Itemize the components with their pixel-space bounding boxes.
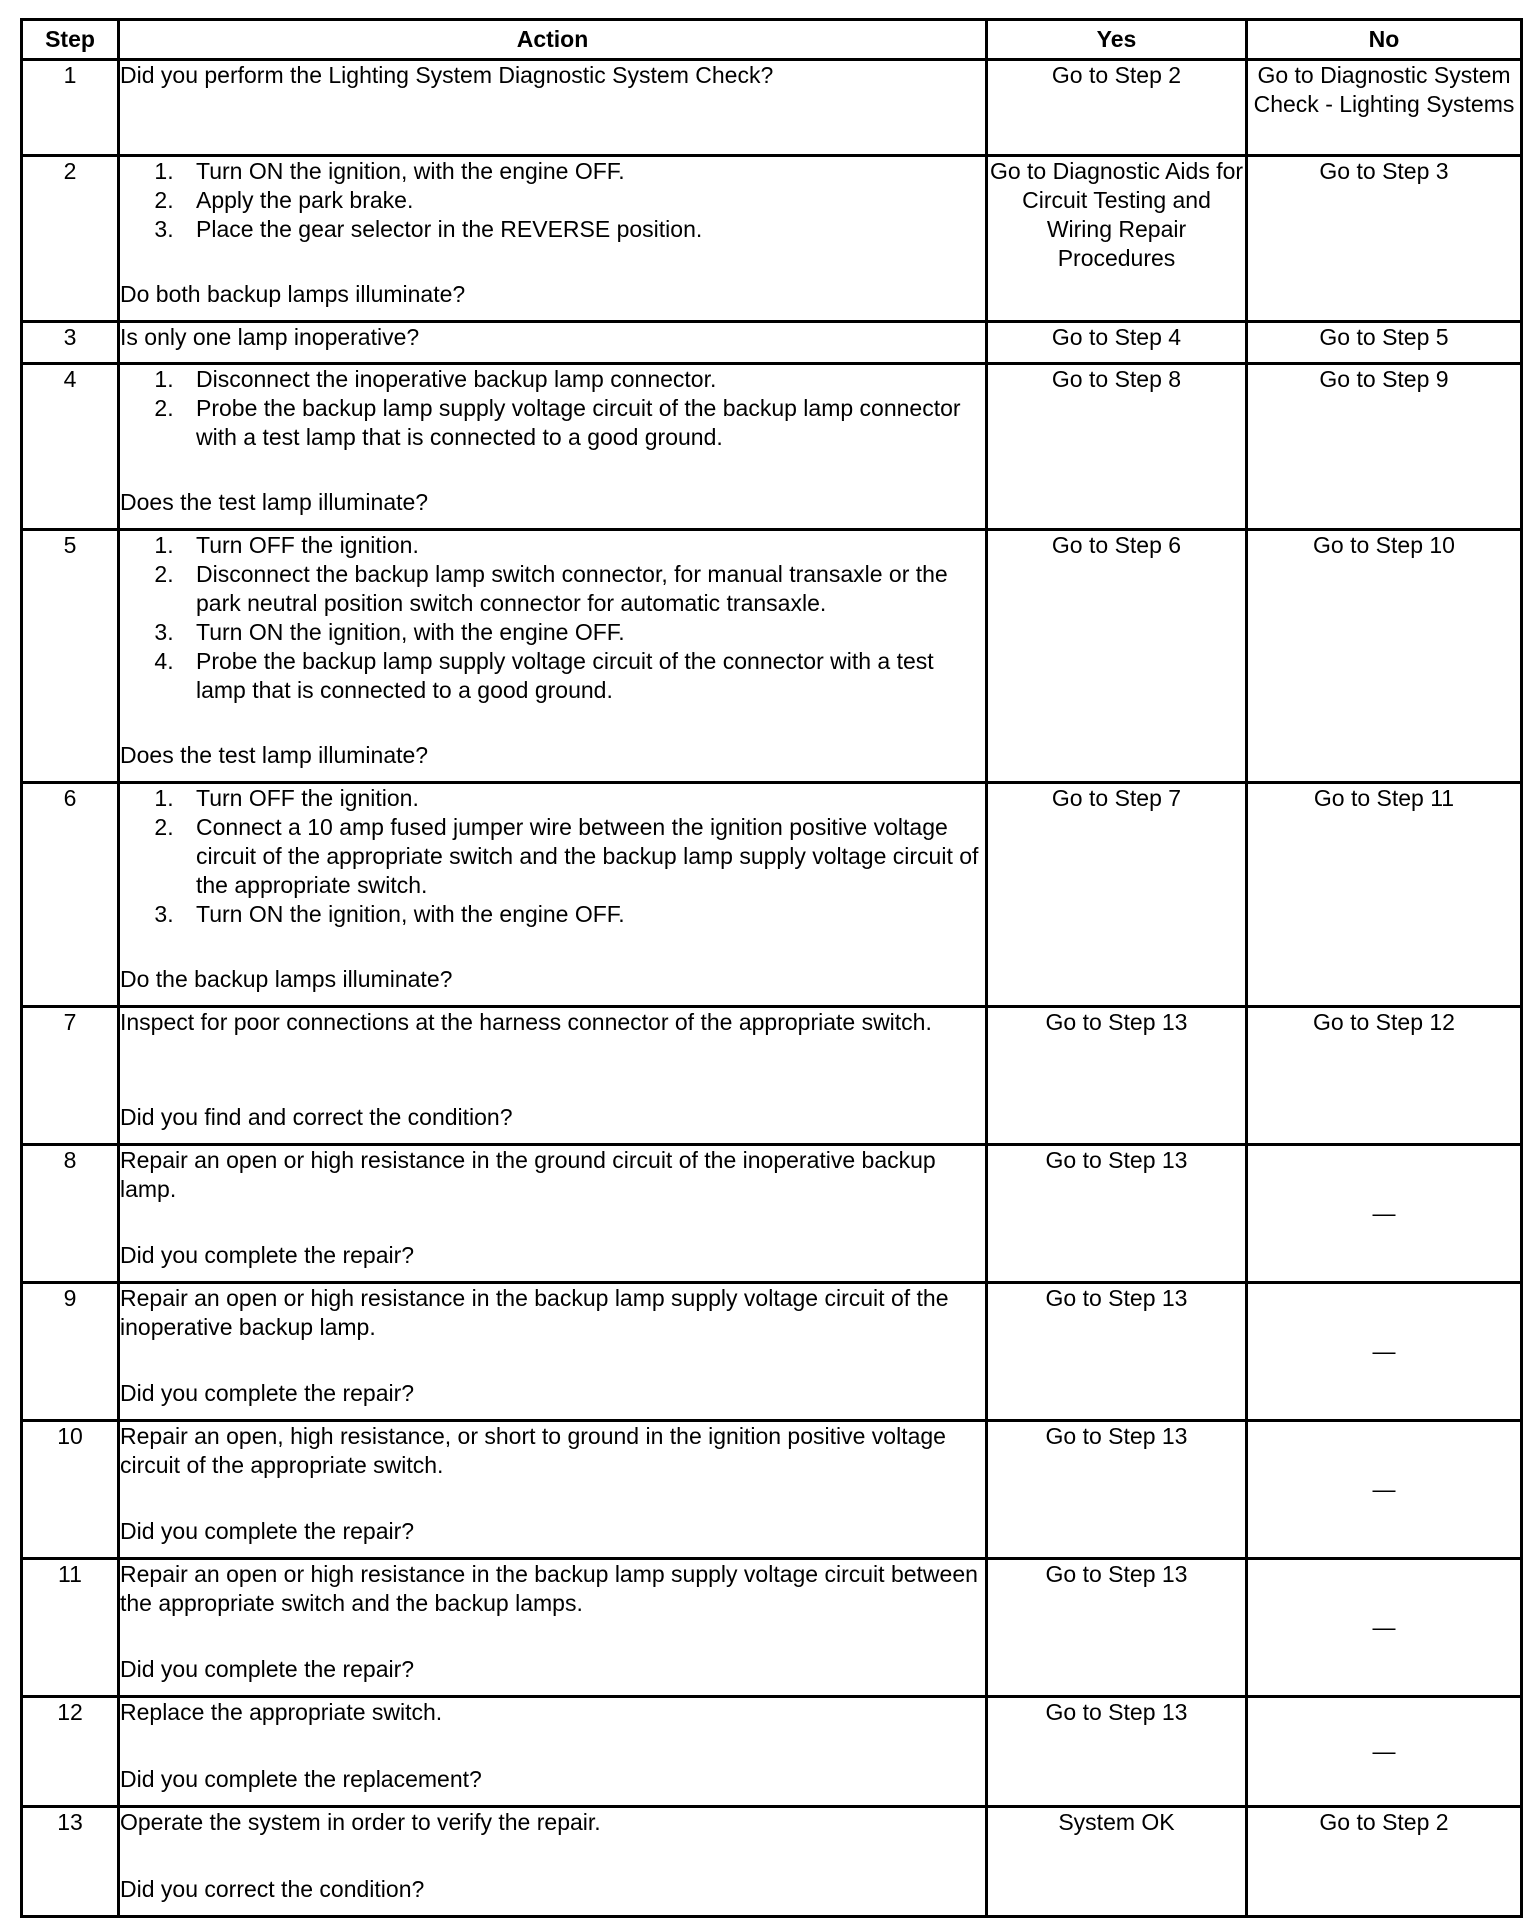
table-row: [22, 1145, 1522, 1283]
yes-result: Go to Step 7: [987, 783, 1247, 1007]
action-cell: [119, 1007, 987, 1145]
step-number: 4: [22, 364, 119, 530]
procedure-item-number: 1.: [154, 785, 174, 811]
yes-result: Go to Step 13: [987, 1559, 1247, 1697]
action-instruction: Operate the system in order to verify the repair.: [120, 1809, 601, 1835]
step-number: 7: [22, 1007, 119, 1145]
no-result: —: [1247, 1421, 1522, 1559]
procedure-item: [120, 647, 985, 705]
procedure-item: [120, 157, 985, 186]
procedure-item-number: 2.: [154, 187, 174, 213]
action-content: [120, 61, 985, 143]
action-cell: [119, 1697, 987, 1807]
action-content: [120, 323, 985, 352]
procedure-item-text: Turn ON the ignition, with the engine OFF.: [196, 619, 625, 645]
action-cell: [119, 1283, 987, 1421]
procedure-item-text: Disconnect the inoperative backup lamp connector.: [196, 366, 717, 392]
action-question: Is only one lamp inoperative?: [120, 324, 420, 350]
action-question: Did you complete the repair?: [120, 1518, 415, 1544]
action-content: [120, 1008, 985, 1132]
procedure-item-number: 4.: [154, 648, 174, 674]
step-number: 6: [22, 783, 119, 1007]
header-step: Step: [22, 20, 119, 60]
no-result: Go to Step 5: [1247, 322, 1522, 364]
action-instruction: Did you perform the Lighting System Diagnostic System Check?: [120, 62, 774, 88]
no-result: Go to Step 11: [1247, 783, 1522, 1007]
action-instruction: Replace the appropriate switch.: [120, 1699, 443, 1725]
action-body: [120, 1146, 985, 1204]
procedure-item: [120, 215, 985, 244]
action-content: [120, 365, 985, 517]
yes-result: Go to Step 13: [987, 1007, 1247, 1145]
no-result: Go to Step 10: [1247, 530, 1522, 783]
no-result: —: [1247, 1559, 1522, 1697]
table-row: [22, 322, 1522, 364]
table-row: [22, 1007, 1522, 1145]
yes-result: Go to Step 13: [987, 1421, 1247, 1559]
action-instruction: Inspect for poor connections at the harness connector of the appropriate switch.: [120, 1009, 932, 1035]
procedure-item: [120, 394, 985, 452]
yes-result: Go to Diagnostic Aids for Circuit Testing and Wiring Repair Procedures: [987, 156, 1247, 322]
procedure-item-number: 1.: [154, 532, 174, 558]
action-body: [120, 1284, 985, 1342]
action-content: [120, 1422, 985, 1546]
step-number: 13: [22, 1807, 119, 1917]
header-row: [22, 20, 1522, 60]
no-result: Go to Step 2: [1247, 1807, 1522, 1917]
procedure-item-number: 2.: [154, 395, 174, 421]
procedure-item-text: Turn OFF the ignition.: [196, 532, 419, 558]
procedure-item-text: Probe the backup lamp supply voltage circuit of the backup lamp connector with a test lamp that is connected to a good ground.: [196, 395, 961, 450]
action-cell: [119, 156, 987, 322]
yes-result: Go to Step 13: [987, 1145, 1247, 1283]
action-cell: [119, 1145, 987, 1283]
action-question: Does the test lamp illuminate?: [120, 489, 429, 515]
table-row: [22, 1559, 1522, 1697]
action-question: Do both backup lamps illuminate?: [120, 281, 466, 307]
action-content: [120, 157, 985, 309]
step-number: 3: [22, 322, 119, 364]
procedure-item-text: Apply the park brake.: [196, 187, 414, 213]
table-body: [22, 60, 1522, 1917]
no-result: —: [1247, 1145, 1522, 1283]
action-cell: [119, 322, 987, 364]
no-result: Go to Step 3: [1247, 156, 1522, 322]
step-number: 10: [22, 1421, 119, 1559]
procedure-item: [120, 560, 985, 618]
no-result: Go to Step 12: [1247, 1007, 1522, 1145]
action-cell: [119, 364, 987, 530]
action-cell: [119, 530, 987, 783]
procedure-list: [120, 157, 985, 244]
procedure-item-text: Disconnect the backup lamp switch connector, for manual transaxle or the park neutral position switch connector for automatic transaxle.: [196, 561, 948, 616]
no-result: —: [1247, 1697, 1522, 1807]
action-instruction: Repair an open or high resistance in the ground circuit of the inoperative backup lamp.: [120, 1147, 936, 1202]
action-body: [120, 531, 985, 705]
yes-result: Go to Step 13: [987, 1697, 1247, 1807]
action-content: [120, 784, 985, 994]
procedure-item: [120, 813, 985, 900]
table-row: [22, 364, 1522, 530]
action-question: Did you complete the repair?: [120, 1380, 415, 1406]
yes-result: Go to Step 2: [987, 60, 1247, 156]
action-cell: [119, 1421, 987, 1559]
table-row: [22, 1697, 1522, 1807]
no-result: Go to Diagnostic System Check - Lighting Systems: [1247, 60, 1522, 156]
procedure-list: [120, 531, 985, 705]
procedure-item-text: Turn OFF the ignition.: [196, 785, 419, 811]
step-number: 2: [22, 156, 119, 322]
action-body: [120, 1422, 985, 1480]
procedure-item-text: Place the gear selector in the REVERSE position.: [196, 216, 703, 242]
action-instruction: Repair an open or high resistance in the backup lamp supply voltage circuit of the inoperative backup lamp.: [120, 1285, 949, 1340]
step-number: 11: [22, 1559, 119, 1697]
action-content: [120, 1146, 985, 1270]
action-body: [120, 1808, 985, 1837]
procedure-item-text: Turn ON the ignition, with the engine OFF.: [196, 901, 625, 927]
action-body: [120, 1008, 985, 1037]
action-content: [120, 531, 985, 770]
action-body: [120, 61, 985, 90]
action-instruction: Repair an open, high resistance, or short to ground in the ignition positive voltage circuit of the appropriate switch.: [120, 1423, 946, 1478]
action-cell: [119, 783, 987, 1007]
action-question: Did you find and correct the condition?: [120, 1104, 513, 1130]
action-question: Did you correct the condition?: [120, 1876, 425, 1902]
procedure-list: [120, 365, 985, 452]
procedure-item: [120, 900, 985, 929]
action-body: [120, 157, 985, 244]
action-question: Did you complete the repair?: [120, 1242, 415, 1268]
action-body: [120, 365, 985, 452]
procedure-item: [120, 186, 985, 215]
table-row: [22, 530, 1522, 783]
procedure-item-number: 2.: [154, 561, 174, 587]
procedure-item-number: 1.: [154, 158, 174, 184]
procedure-item-text: Turn ON the ignition, with the engine OFF.: [196, 158, 625, 184]
action-content: [120, 1808, 985, 1904]
procedure-item-number: 3.: [154, 216, 174, 242]
action-question: Do the backup lamps illuminate?: [120, 966, 453, 992]
procedure-item-number: 1.: [154, 366, 174, 392]
action-question: Does the test lamp illuminate?: [120, 742, 429, 768]
action-cell: [119, 1807, 987, 1917]
table-row: [22, 1283, 1522, 1421]
no-result: Go to Step 9: [1247, 364, 1522, 530]
action-body: [120, 1560, 985, 1618]
yes-result: Go to Step 6: [987, 530, 1247, 783]
no-result: —: [1247, 1283, 1522, 1421]
action-content: [120, 1698, 985, 1794]
table-row: [22, 1807, 1522, 1917]
yes-result: Go to Step 13: [987, 1283, 1247, 1421]
step-number: 9: [22, 1283, 119, 1421]
procedure-item-number: 3.: [154, 619, 174, 645]
procedure-item-number: 3.: [154, 901, 174, 927]
action-content: [120, 1284, 985, 1408]
procedure-item-text: Probe the backup lamp supply voltage circuit of the connector with a test lamp that is connected to a good ground.: [196, 648, 934, 703]
header-action: Action: [119, 20, 987, 60]
procedure-item-text: Connect a 10 amp fused jumper wire between the ignition positive voltage circuit of the appropriate switch and the backup lamp supply voltage circuit of the appropriate switch.: [196, 814, 979, 898]
procedure-item: [120, 784, 985, 813]
step-number: 5: [22, 530, 119, 783]
header-yes: Yes: [987, 20, 1247, 60]
procedure-item: [120, 531, 985, 560]
header-no: No: [1247, 20, 1522, 60]
step-number: 1: [22, 60, 119, 156]
procedure-item: [120, 618, 985, 647]
table-row: [22, 783, 1522, 1007]
procedure-list: [120, 784, 985, 929]
step-number: 12: [22, 1697, 119, 1807]
action-instruction: Repair an open or high resistance in the backup lamp supply voltage circuit between the appropriate switch and the backup lamps.: [120, 1561, 978, 1616]
table-row: [22, 1421, 1522, 1559]
procedure-item-number: 2.: [154, 814, 174, 840]
action-cell: [119, 60, 987, 156]
action-question: Did you complete the repair?: [120, 1656, 415, 1682]
table-row: [22, 156, 1522, 322]
yes-result: System OK: [987, 1807, 1247, 1917]
step-number: 8: [22, 1145, 119, 1283]
diagnostic-table: [20, 18, 1523, 1918]
yes-result: Go to Step 8: [987, 364, 1247, 530]
yes-result: Go to Step 4: [987, 322, 1247, 364]
action-question: Did you complete the replacement?: [120, 1766, 482, 1792]
action-body: [120, 1698, 985, 1727]
procedure-item: [120, 365, 985, 394]
action-body: [120, 784, 985, 929]
action-cell: [119, 1559, 987, 1697]
action-content: [120, 1560, 985, 1684]
table-row: [22, 60, 1522, 156]
